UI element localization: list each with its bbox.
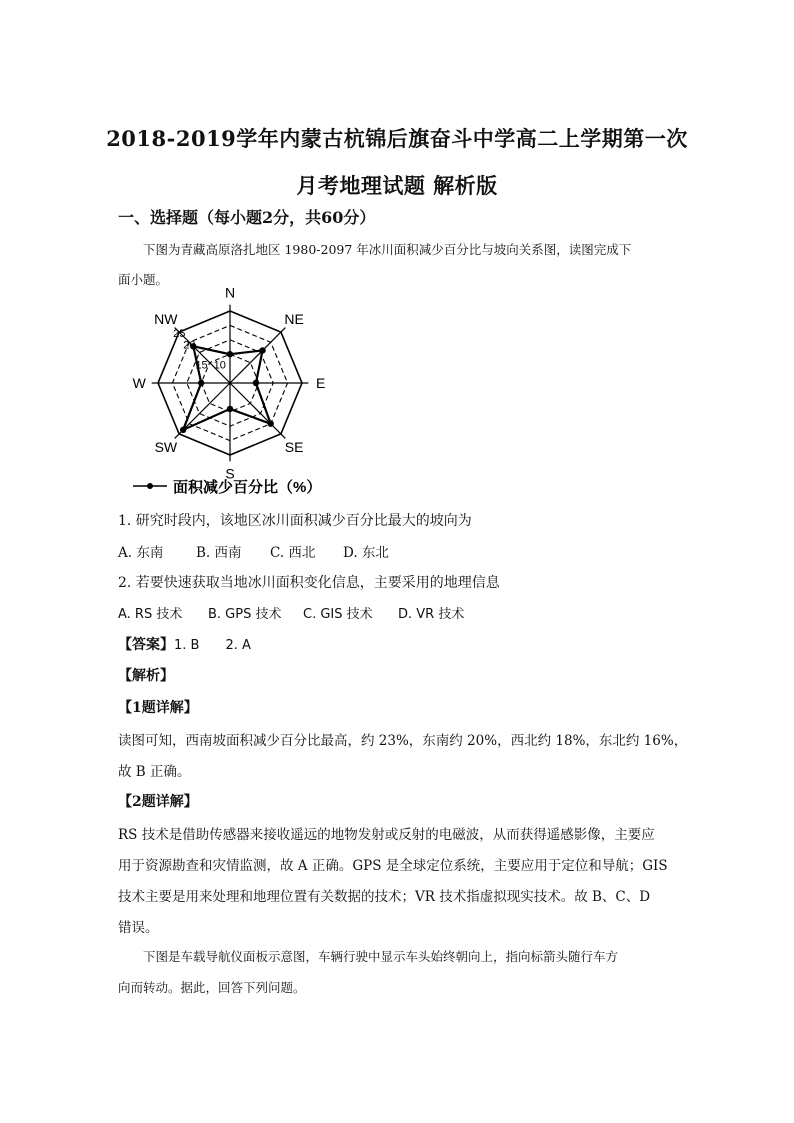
q1-option-d: D. 东北 xyxy=(343,545,389,561)
radar-axis-se xyxy=(230,383,285,438)
detail-2-line3: 技术主要是用来处理和地理位置有关数据的技术；VR 技术指虚拟现实技术。故 B、C、D xyxy=(118,889,651,905)
next-intro-line2: 向而转动。据此，回答下列问题。 xyxy=(118,980,306,995)
question-1-stem: 1. 研究时段内，该地区冰川面积减少百分比最大的坡向为 xyxy=(118,513,472,529)
q2-option-a: A. RS 技术 xyxy=(118,607,183,622)
answer-2: 2. A xyxy=(225,638,251,653)
radar-point-n xyxy=(227,351,233,357)
q1-option-c: C. 西北 xyxy=(270,545,316,561)
legend-marker xyxy=(133,483,167,489)
detail-1-heading: 【1题详解】 xyxy=(118,700,198,716)
page-title-line1: 2018-2019学年内蒙古杭锦后旗奋斗中学高二上学期第一次 xyxy=(106,126,688,151)
answer-1: 1. B xyxy=(174,638,200,653)
detail-2-line2: 用于资源勘查和灾情监测，故 A 正确。GPS 是全球定位系统，主要应用于定位和导航；GIS xyxy=(118,858,668,874)
detail-1-line1: 读图可知，西南坡面积减少百分比最高，约 23%，东南约 20%，西北约 18%，东北约 16%， xyxy=(118,733,688,749)
radar-point-s xyxy=(227,406,233,412)
answer-line xyxy=(118,634,251,654)
question-intro-line2: 面小题。 xyxy=(118,272,169,287)
direction-label-nw: NW xyxy=(154,310,178,327)
ring-label-25: 25 xyxy=(173,328,186,341)
radar-point-sw xyxy=(180,427,186,433)
direction-label-sw: SW xyxy=(154,439,178,456)
q2-option-b: B. GPS 技术 xyxy=(208,607,282,622)
section-heading: 一、选择题（每小题2分，共60分） xyxy=(118,208,376,227)
direction-label-s: S xyxy=(225,465,235,482)
radar-point-ne xyxy=(259,347,265,353)
q1-option-a: A. 东南 xyxy=(118,545,164,561)
detail-2-heading: 【2题详解】 xyxy=(118,794,198,810)
q2-option-c: C. GIS 技术 xyxy=(303,607,373,622)
next-intro-line1: 下图是车载导航仪面板示意图，车辆行驶中显示车头始终朝向上，指向标箭头随行车方 xyxy=(143,949,619,964)
radar-point-w xyxy=(198,380,204,386)
direction-label-ne: NE xyxy=(284,310,304,327)
radar-point-e xyxy=(253,380,259,386)
analysis-heading: 【解析】 xyxy=(118,668,174,684)
chart-legend: 面积减少百分比（%） xyxy=(173,479,322,496)
direction-label-n: N xyxy=(224,284,236,301)
radar-ring-labels xyxy=(173,328,226,372)
ring-label-20: 20 xyxy=(183,339,196,352)
ring-label-10: 10 xyxy=(213,359,226,372)
detail-2-line4: 错误。 xyxy=(118,920,159,936)
q1-option-b: B. 西南 xyxy=(196,545,242,561)
answer-label: 【答案】 xyxy=(118,637,174,653)
ring-label-15: 15 xyxy=(195,359,208,372)
q2-option-d: D. VR 技术 xyxy=(398,607,465,622)
direction-label-w: W xyxy=(132,375,146,391)
direction-label-e: E xyxy=(316,375,326,391)
page-title-line2: 月考地理试题 解析版 xyxy=(296,173,498,198)
radar-chart xyxy=(115,284,355,496)
detail-1-line2: 故 B 正确。 xyxy=(118,764,191,780)
detail-2-line1: RS 技术是借助传感器来接收遥远的地物发射或反射的电磁波，从而获得遥感影像，主要应 xyxy=(118,827,655,843)
direction-label-se: SE xyxy=(284,439,304,456)
radar-point-se xyxy=(268,421,274,427)
question-2-stem: 2. 若要快速获取当地冰川面积变化信息，主要采用的地理信息 xyxy=(118,575,500,591)
question-intro-line1: 下图为青藏高原洛扎地区 1980-2097 年冰川面积减少百分比与坡向关系图，读图完成下 xyxy=(143,242,632,257)
